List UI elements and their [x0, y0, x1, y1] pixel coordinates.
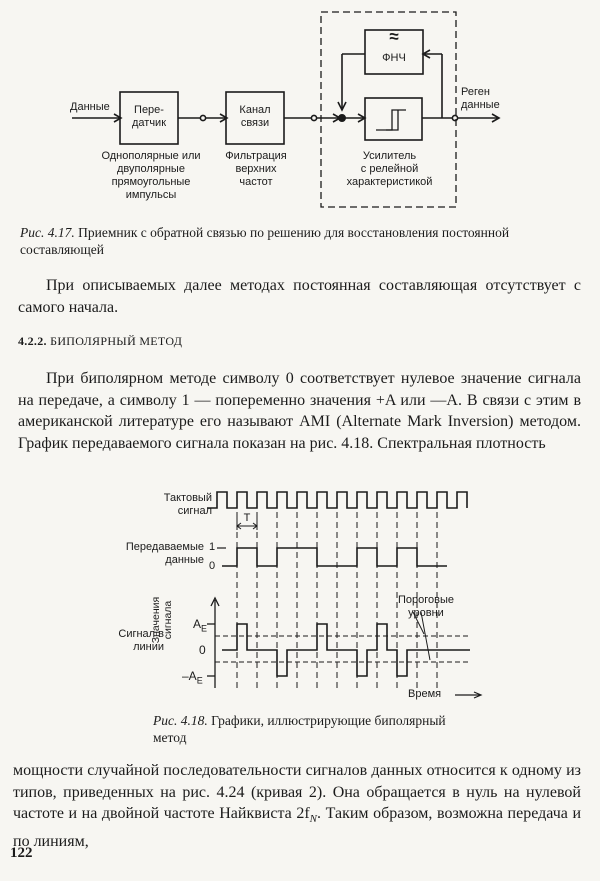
section-number: 4.2.2.	[18, 334, 47, 348]
minus-a-text: –A	[182, 669, 197, 683]
caption-number: Рис. 4.18.	[153, 713, 208, 728]
data-waveform	[222, 548, 447, 566]
output-label: Реген данные	[461, 86, 500, 111]
transmitter-note: Однополярные или двуполярные прямоугольные импульсы	[101, 150, 201, 201]
paragraph-1: При описываемых далее методах постоянная составляющая отсутствует с самого начала.	[18, 277, 581, 316]
amplifier-block	[365, 98, 422, 140]
lpf-label: ФНЧ	[382, 52, 406, 64]
section-heading	[18, 334, 418, 349]
paragraph-2: При биполярном методе символу 0 соответствует нулевое значение сигнала на передаче, а символу 1 — попеременно значения +A или —A. В связи с этим в американской литературе его называют AMI (Alternate Mark Inversion) методом. График передаваемого сигнала показан на рис. 4.18. Спектральная плотность	[18, 370, 582, 452]
plus-a-sub: E	[201, 623, 208, 634]
section-title: БИПОЛЯРНЫЙ МЕТОД	[50, 334, 183, 348]
amplifier-note: Усилитель с релейной характеристикой	[346, 150, 433, 188]
level-zero: 0	[208, 560, 216, 572]
transmitter-label: Пере- датчик	[131, 104, 167, 129]
axis-label: Значения сигнала	[150, 596, 174, 644]
level-one: 1	[208, 541, 216, 553]
paragraph-3-end: . Таким образом, возможна передача и по линиям,	[13, 805, 582, 850]
level-plus-ae	[193, 617, 207, 633]
line-waveform	[222, 624, 470, 676]
figure-4-18-diagram	[0, 480, 600, 705]
paragraph-3	[13, 760, 581, 852]
minus-a-sub: E	[196, 675, 203, 686]
figure-4-18-caption	[153, 712, 478, 746]
caption-text: Графики, иллюстрирующие биполярный метод	[153, 713, 446, 745]
input-label: Данные	[70, 101, 110, 113]
nyquist-subscript: N	[309, 813, 318, 826]
caption-number: Рис. 4.17.	[20, 225, 75, 240]
level-minus-ae	[182, 669, 203, 685]
period-label: Т	[243, 512, 251, 524]
caption-text: Приемник с обратной связью по решению для восстановления постоянной составляющей	[20, 225, 510, 257]
line-signal-label: Сигнал в линии	[118, 628, 164, 653]
data-label: Передаваемые данные	[125, 541, 204, 566]
threshold-label: Пороговые уровни	[397, 594, 454, 619]
figure-4-17-caption	[20, 224, 580, 258]
channel-label: Канал связи	[239, 104, 271, 129]
level-zero-ae: 0	[199, 643, 206, 657]
clock-waveform	[207, 492, 467, 508]
clock-label: Тактовый сигнал	[163, 492, 212, 517]
time-label: Время	[408, 688, 442, 700]
page-number: 122	[10, 845, 33, 861]
channel-note: Фильтрация верхних частот	[225, 150, 287, 188]
paragraph-3-text: мощности случайной последовательности сигналов данных относится к одному из типов, приведенных на рис. 4.24 (кривая 2). Она обращается в нуль на нулевой частоте и на двойной частоте Найквиста 2f	[13, 762, 581, 822]
lpf-symbol: ≈	[389, 27, 399, 46]
plus-a-text: A	[193, 617, 202, 631]
